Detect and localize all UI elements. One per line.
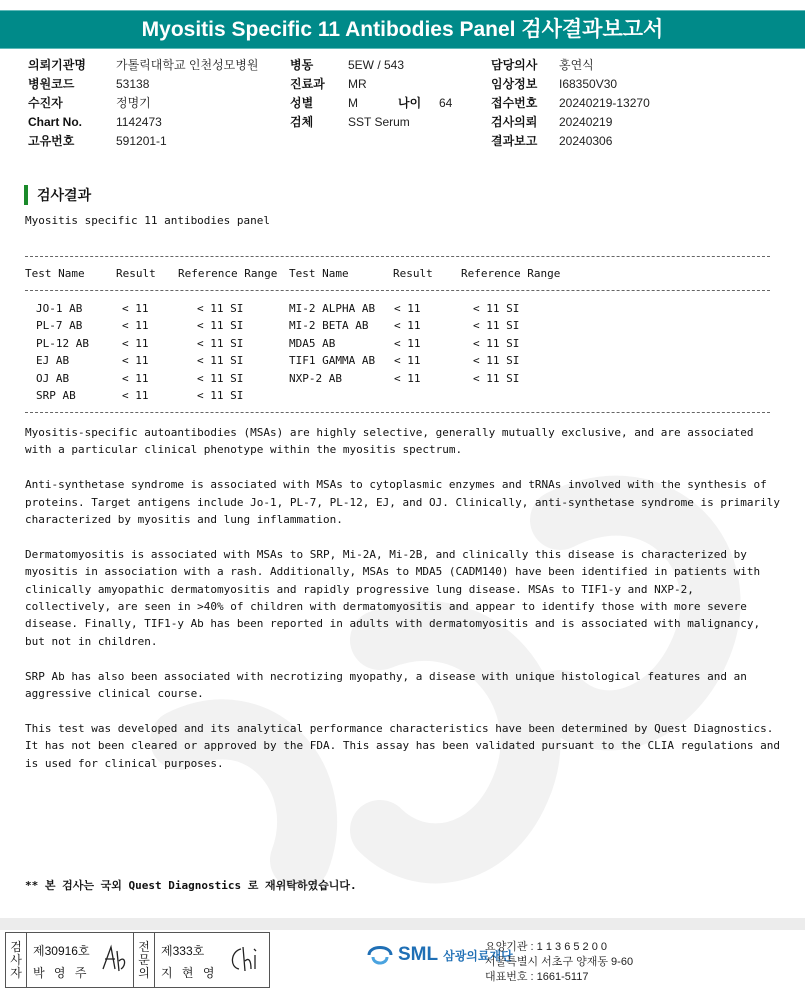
test-result: < 11 <box>394 371 421 385</box>
info-row-receipt-no <box>491 94 650 113</box>
test-result: < 11 <box>394 319 421 333</box>
footer-band <box>0 918 805 930</box>
reference-range: < 11 SI <box>197 389 244 402</box>
header-result: Result <box>116 267 156 280</box>
reference-range: < 11 SI <box>197 371 244 385</box>
info-row-department <box>290 75 452 94</box>
reference-range: < 11 SI <box>473 319 520 333</box>
handwritten-signature <box>227 943 261 975</box>
test-result: < 11 <box>122 371 149 385</box>
info-row-physician <box>491 56 650 75</box>
institution-code: 요양기관 : 1 1 3 6 5 2 0 0 <box>485 941 608 953</box>
value: 1142473 <box>116 115 162 129</box>
value: 정명기 <box>116 96 151 110</box>
logo-brand: SML <box>398 944 439 965</box>
reference-range: < 11 SI <box>473 336 520 350</box>
paragraph: This test was developed and its analytical performance characteristics have been determined by Quest Diagnostics. It has not been cleared or approved by the FDA. This assay has been validated pursuant to the CLIA regulations and is used for clinical purposes. <box>25 721 780 770</box>
label: 병동 <box>290 58 314 72</box>
reference-range: < 11 SI <box>197 319 244 333</box>
header-test-name: Test Name <box>289 267 349 280</box>
value: I68350V30 <box>559 77 618 91</box>
label: 결과보고 <box>491 134 538 148</box>
specialist-signature <box>155 933 269 987</box>
test-name: MDA5 AB <box>289 336 336 350</box>
test-name: JO-1 AB <box>36 302 83 315</box>
info-row-hospital-code <box>28 75 258 94</box>
value: MR <box>348 77 367 91</box>
label: 병원코드 <box>28 77 75 91</box>
role-label-specialist: 전 문 의 <box>134 933 155 987</box>
interpretation-text <box>25 424 785 789</box>
label: 의뢰기관명 <box>28 58 86 72</box>
contact-address <box>485 940 633 985</box>
report-title: Myositis Specific 11 Antibodies Panel 검사결과보고서 <box>0 10 805 49</box>
reference-range: < 11 SI <box>473 371 520 385</box>
header-reference-range: Reference Range <box>178 267 278 280</box>
value: SST Serum <box>348 115 410 129</box>
label: 진료과 <box>290 77 325 91</box>
label: Chart No. <box>28 115 82 129</box>
signature-box <box>5 932 270 988</box>
logo-name: 삼광의료재단 <box>443 948 513 963</box>
paragraph: Myositis-specific autoantibodies (MSAs) are highly selective, generally mutually exclusive, and are associated with a particular clinical phenotype within the myositis spectrum. <box>25 426 754 457</box>
value: 5EW / 543 <box>348 58 405 72</box>
info-column-2 <box>290 56 452 132</box>
test-name: PL-7 AB <box>36 319 83 333</box>
license-no: 제333호 <box>161 944 205 958</box>
info-row-unique-no <box>28 132 258 151</box>
label: 담당의사 <box>491 58 538 72</box>
test-result: < 11 <box>394 336 421 350</box>
info-row-request-date <box>491 113 650 132</box>
info-row-clinical-info <box>491 75 650 94</box>
divider <box>25 256 770 257</box>
value: 20240219 <box>559 115 613 129</box>
test-name: OJ AB <box>36 371 70 385</box>
phone-number: 대표번호 : 1661-5117 <box>485 971 589 983</box>
test-result: < 11 <box>394 302 421 315</box>
signer-name: 박 영 주 <box>33 966 90 980</box>
reference-range: < 11 SI <box>197 354 244 368</box>
value: 20240306 <box>559 134 613 148</box>
test-name: MI-2 BETA AB <box>289 319 369 333</box>
value: M <box>348 96 358 110</box>
value: 53138 <box>116 77 150 91</box>
signer-name: 지 현 영 <box>161 966 218 980</box>
value: 가톨릭대학교 인천성모병원 <box>116 58 259 72</box>
sml-mark-icon <box>365 939 395 971</box>
label: 수진자 <box>28 96 63 110</box>
label: 검사의뢰 <box>491 115 538 129</box>
age-label: 나이 <box>398 96 422 110</box>
tester-signature <box>27 933 134 987</box>
license-no: 제30916호 <box>33 944 90 958</box>
age-value: 64 <box>439 96 453 110</box>
referral-note: ** 본 검사는 국외 Quest Diagnostics 로 재위탁하였습니다. <box>25 879 357 892</box>
header-result: Result <box>393 267 433 280</box>
value: 홍연식 <box>559 58 594 72</box>
test-name: PL-12 AB <box>36 336 89 350</box>
info-row-specimen <box>290 113 452 132</box>
info-row-institution <box>28 56 258 75</box>
test-result: < 11 <box>122 302 149 315</box>
info-column-1 <box>28 56 258 151</box>
test-name: MI-2 ALPHA AB <box>289 302 376 315</box>
reference-range: < 11 SI <box>473 302 520 315</box>
handwritten-signature <box>99 943 129 975</box>
label: 고유번호 <box>28 134 75 148</box>
divider <box>25 412 770 413</box>
label: 검체 <box>290 115 314 129</box>
info-row-ward <box>290 56 452 75</box>
info-row-patient <box>28 94 258 113</box>
label: 임상정보 <box>491 77 538 91</box>
reference-range: < 11 SI <box>197 302 244 315</box>
reference-range: < 11 SI <box>197 336 244 350</box>
info-row-chart-no <box>28 113 258 132</box>
paragraph: Anti-synthetase syndrome is associated with MSAs to cytoplasmic enzymes and tRNAs involved with the synthesis of proteins. Target antigens include Jo-1, PL-7, PL-12, EJ, and OJ. Clinically, anti-synthetase syndrome is primarily characterized by myositis and lung inflammation. <box>25 478 780 527</box>
info-row-report-date <box>491 132 650 151</box>
label: 성별 <box>290 96 314 110</box>
label: 접수번호 <box>491 96 538 110</box>
section-title: 검사결과 <box>24 185 91 205</box>
test-name: TIF1 GAMMA AB <box>289 354 376 368</box>
panel-name: Myositis specific 11 antibodies panel <box>25 214 271 227</box>
divider <box>25 290 770 291</box>
role-label-tester: 검 사 자 <box>6 933 27 987</box>
header-test-name: Test Name <box>25 267 85 280</box>
test-name: EJ AB <box>36 354 70 368</box>
test-result: < 11 <box>122 354 149 368</box>
info-column-3 <box>491 56 650 151</box>
reference-range: < 11 SI <box>473 354 520 368</box>
test-result: < 11 <box>122 336 149 350</box>
value: 20240219-13270 <box>559 96 650 110</box>
test-result: < 11 <box>122 389 149 402</box>
test-result: < 11 <box>394 354 421 368</box>
value: 591201-1 <box>116 134 167 148</box>
header-reference-range: Reference Range <box>461 267 561 280</box>
test-result: < 11 <box>122 319 149 333</box>
test-name: SRP AB <box>36 389 76 402</box>
test-name: NXP-2 AB <box>289 371 342 385</box>
paragraph: SRP Ab has also been associated with necrotizing myopathy, a disease with unique histological features and an aggressive clinical course. <box>25 669 747 701</box>
info-row-sex-age <box>290 94 452 113</box>
street-address: 서울특별시 서초구 양재동 9-60 <box>485 956 634 968</box>
paragraph: Dermatomyositis is associated with MSAs to SRP, Mi-2A, Mi-2B, and clinically this disease is characterized by myositis in association with a rash. Additionally, MSAs to MDA5 (CADM140) have been identified in patients with clinically amyopathic dermatomyositis and rapidly progressive lung disease. MSAs to TIF1-y and NXP-2, collectively, are seen in >40% of children with dermatomyositis and appear to identify those with more severe disease. Finally, TIF1-y Ab has been reported in adults with dermatomyositis and is associated with malignancy, but not in children. <box>25 547 761 648</box>
